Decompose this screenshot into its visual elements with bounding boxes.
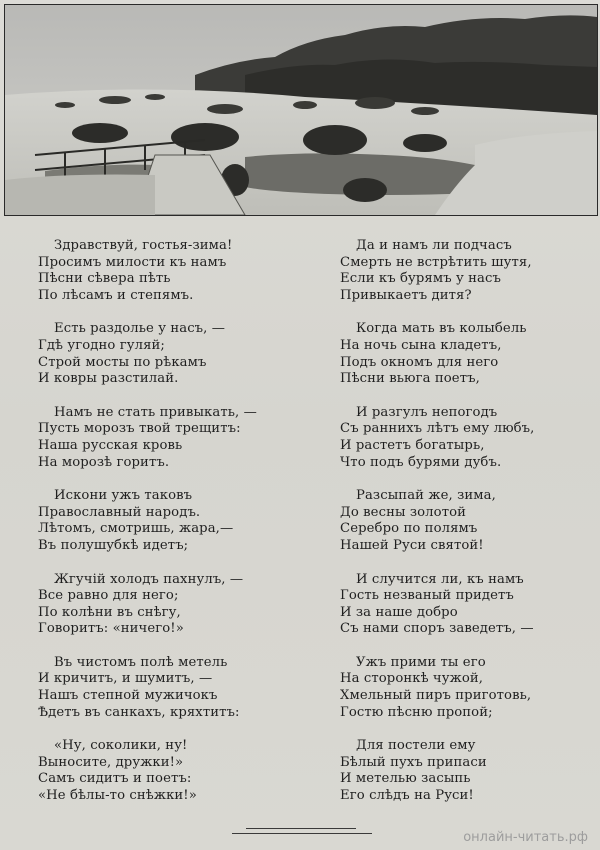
poem-line: По колѣни въ снѣгу, [38, 604, 181, 620]
poem-line: На ночь сына кладетъ, [340, 337, 502, 353]
poem-line: Искони ужъ таковъ [54, 488, 193, 504]
stanza [38, 488, 288, 554]
poem-line: Что подъ бурями дубъ. [340, 454, 502, 470]
poem-line: И ковры разстилай. [38, 371, 179, 387]
poem-line: Его слѣдъ на Руси! [340, 788, 474, 804]
poem-line: На сторонкѣ чужой, [340, 671, 484, 687]
poem-line: Говоритъ: «ничего!» [38, 621, 184, 637]
poem-line: Въ чистомъ полѣ метель [54, 654, 228, 670]
poem-line: Самъ сидитъ и поетъ: [38, 771, 192, 787]
poem-line: Серебро по полямъ [340, 521, 478, 537]
poem-line: Жгучій холодъ пахнулъ, — [54, 571, 244, 587]
poem-line: Ѣдетъ въ санкахъ, кряхтитъ: [38, 704, 240, 720]
poem-line: Пѣсни вьюга поетъ, [340, 371, 480, 387]
stanza [38, 405, 288, 471]
poem-line: Здравствуй, гостья-зима! [54, 238, 233, 253]
poem-line: Лѣтомъ, смотришь, жара,— [38, 521, 234, 537]
poem-line: Ужъ прими ты его [356, 654, 486, 670]
poem-line: И за наше добро [340, 604, 458, 620]
stanza [340, 321, 590, 387]
poem-line: И случится ли, къ намъ [356, 571, 524, 587]
stanza [340, 572, 590, 638]
poem-line: Гдѣ угодно гуляй; [38, 337, 165, 353]
poem-line: Разсыпай же, зима, [356, 488, 496, 504]
stanza [38, 738, 288, 804]
poem-line: И растетъ богатырь, [340, 437, 485, 453]
stanza [38, 238, 288, 304]
poem-line: По лѣсамъ и степямъ. [38, 287, 194, 303]
poem-line: Если къ бурямъ у насъ [340, 271, 501, 287]
poem-line: Намъ не стать привыкать, — [54, 404, 257, 420]
poem-line: Строй мосты по рѣкамъ [38, 354, 207, 370]
poem-line: Для постели ему [356, 738, 476, 754]
poem-line: И метелью засыпь [340, 771, 471, 787]
poem-line: Привыкаетъ дитя? [340, 287, 472, 303]
poem-right-column [340, 238, 590, 822]
poem-line: Смерть не встрѣтить шутя, [340, 254, 532, 270]
poem-line: Нашей Руси святой! [340, 537, 484, 553]
stanza [340, 488, 590, 554]
poem-line: «Ну, соколики, ну! [54, 738, 188, 754]
poem-line: Въ полушубкѣ идетъ; [38, 537, 189, 553]
stanza [38, 572, 288, 638]
poem-line: До весны золотой [340, 504, 467, 520]
poem-line: Все равно для него; [38, 588, 179, 604]
poem-line: Хмельный пиръ приготовь, [340, 688, 532, 704]
poem-line: Пѣсни сѣвера пѣть [38, 271, 171, 287]
stanza [340, 738, 590, 804]
poem-line: Просимъ милости къ намъ [38, 254, 227, 270]
poem-line: И кричитъ, и шумитъ, — [38, 671, 213, 687]
poem-line: Пусть морозъ твой трещитъ: [38, 421, 241, 437]
end-divider [246, 828, 356, 829]
stanza [340, 405, 590, 471]
poem-line: Бѣлый пухъ припаси [340, 754, 487, 770]
stanza [38, 655, 288, 721]
poem-line: Наша русская кровь [38, 437, 183, 453]
end-divider [232, 833, 372, 834]
poem-line: На морозѣ горитъ. [38, 454, 170, 470]
stanza [340, 238, 590, 304]
stanza [340, 655, 590, 721]
poem-line: Подъ окномъ для него [340, 354, 499, 370]
poem-line: Когда мать въ колыбель [356, 321, 527, 337]
poem-line: Нашъ степной мужичокъ [38, 688, 218, 704]
poem-line: «Не бѣлы-то снѣжки!» [38, 788, 197, 804]
stanza [38, 321, 288, 387]
poem-line: Да и намъ ли подчасъ [356, 238, 512, 253]
poem-line: Гостю пѣсню пропой; [340, 704, 493, 720]
poem-line: Гость незваный придетъ [340, 588, 514, 604]
site-watermark: онлайн-читать.рф [463, 830, 588, 845]
poem-line: Есть раздолье у насъ, — [54, 321, 226, 337]
poem-line: Съ раннихъ лѣтъ ему любъ, [340, 421, 535, 437]
poem-line: И разгулъ непогодъ [356, 404, 498, 420]
poem-line: Выносите, дружки!» [38, 754, 184, 770]
poem-line: Православный народъ. [38, 504, 201, 520]
winter-landscape-image [4, 4, 598, 216]
poem-left-column [38, 238, 288, 822]
poem-line: Съ нами споръ заведетъ, — [340, 621, 534, 637]
